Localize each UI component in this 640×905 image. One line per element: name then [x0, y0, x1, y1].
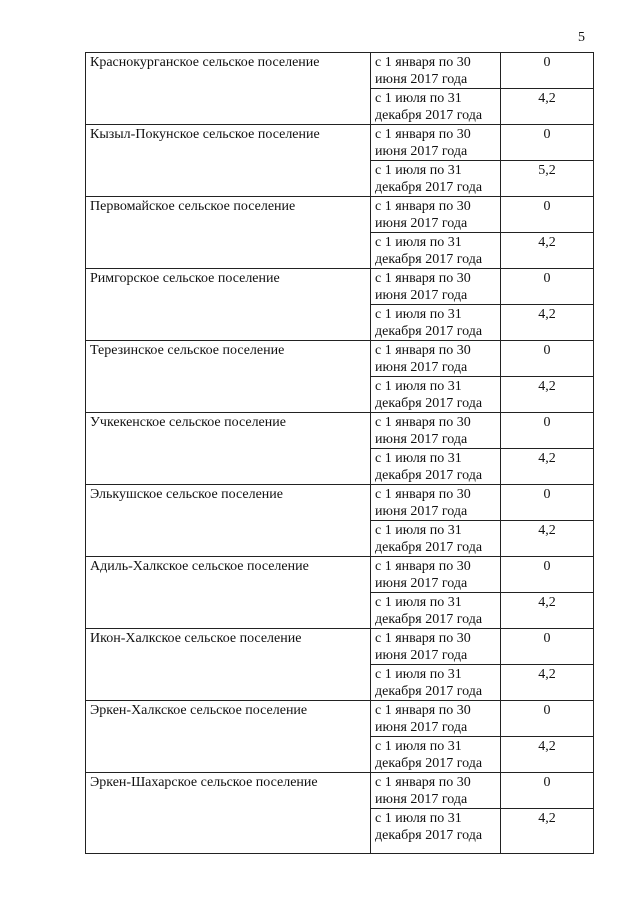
rate-cell: 4,2	[501, 809, 594, 854]
rate-cell: 4,2	[501, 377, 594, 413]
settlement-name: Эркен-Шахарское сельское поселение	[86, 773, 371, 854]
period-cell: с 1 июля по 31 декабря 2017 года	[371, 233, 501, 269]
table-row	[86, 341, 594, 377]
page-number: 5	[578, 30, 585, 45]
period-cell: с 1 января по 30 июня 2017 года	[371, 413, 501, 449]
settlement-rate-table	[85, 52, 594, 854]
period-cell: с 1 января по 30 июня 2017 года	[371, 701, 501, 737]
rate-cell: 0	[501, 269, 594, 305]
period-cell: с 1 июля по 31 декабря 2017 года	[371, 89, 501, 125]
table-row	[86, 485, 594, 521]
rate-cell: 4,2	[501, 89, 594, 125]
period-cell: с 1 июля по 31 декабря 2017 года	[371, 521, 501, 557]
period-cell: с 1 января по 30 июня 2017 года	[371, 557, 501, 593]
period-cell: с 1 января по 30 июня 2017 года	[371, 53, 501, 89]
rate-cell: 0	[501, 485, 594, 521]
period-cell: с 1 января по 30 июня 2017 года	[371, 197, 501, 233]
period-cell: с 1 июля по 31 декабря 2017 года	[371, 737, 501, 773]
settlement-name: Учкекенское сельское поселение	[86, 413, 371, 485]
rate-cell: 4,2	[501, 737, 594, 773]
period-cell: с 1 января по 30 июня 2017 года	[371, 341, 501, 377]
period-cell: с 1 июля по 31 декабря 2017 года	[371, 305, 501, 341]
rate-cell: 0	[501, 701, 594, 737]
period-cell: с 1 января по 30 июня 2017 года	[371, 269, 501, 305]
rate-cell: 5,2	[501, 161, 594, 197]
period-cell: с 1 июля по 31 декабря 2017 года	[371, 377, 501, 413]
period-cell: с 1 июля по 31 декабря 2017 года	[371, 809, 501, 854]
rate-cell: 0	[501, 773, 594, 809]
settlement-name: Эркен-Халкское сельское поселение	[86, 701, 371, 773]
table-row	[86, 53, 594, 89]
rate-cell: 4,2	[501, 593, 594, 629]
table-row	[86, 269, 594, 305]
period-cell: с 1 июля по 31 декабря 2017 года	[371, 593, 501, 629]
rate-cell: 4,2	[501, 665, 594, 701]
table-row	[86, 557, 594, 593]
settlement-name: Адиль-Халкское сельское поселение	[86, 557, 371, 629]
period-cell: с 1 января по 30 июня 2017 года	[371, 629, 501, 665]
settlement-name: Римгорское сельское поселение	[86, 269, 371, 341]
table-row	[86, 629, 594, 665]
rate-cell: 0	[501, 341, 594, 377]
period-cell: с 1 января по 30 июня 2017 года	[371, 485, 501, 521]
settlement-name: Терезинское сельское поселение	[86, 341, 371, 413]
period-cell: с 1 января по 30 июня 2017 года	[371, 125, 501, 161]
table-row	[86, 701, 594, 737]
rate-cell: 0	[501, 125, 594, 161]
rate-cell: 0	[501, 629, 594, 665]
rate-cell: 4,2	[501, 449, 594, 485]
table-row	[86, 773, 594, 809]
settlement-name: Краснокурганское сельское поселение	[86, 53, 371, 125]
settlement-name: Первомайское сельское поселение	[86, 197, 371, 269]
table-row	[86, 413, 594, 449]
period-cell: с 1 июля по 31 декабря 2017 года	[371, 665, 501, 701]
settlement-name: Кызыл-Покунское сельское поселение	[86, 125, 371, 197]
period-cell: с 1 июля по 31 декабря 2017 года	[371, 161, 501, 197]
period-cell: с 1 июля по 31 декабря 2017 года	[371, 449, 501, 485]
table-body	[86, 53, 594, 854]
rate-cell: 4,2	[501, 305, 594, 341]
rate-cell: 4,2	[501, 521, 594, 557]
rate-cell: 0	[501, 53, 594, 89]
table-row	[86, 197, 594, 233]
rate-cell: 0	[501, 197, 594, 233]
settlement-name: Элькушское сельское поселение	[86, 485, 371, 557]
rate-cell: 0	[501, 413, 594, 449]
period-cell: с 1 января по 30 июня 2017 года	[371, 773, 501, 809]
settlement-name: Икон-Халкское сельское поселение	[86, 629, 371, 701]
table-row	[86, 125, 594, 161]
rate-cell: 4,2	[501, 233, 594, 269]
rate-cell: 0	[501, 557, 594, 593]
